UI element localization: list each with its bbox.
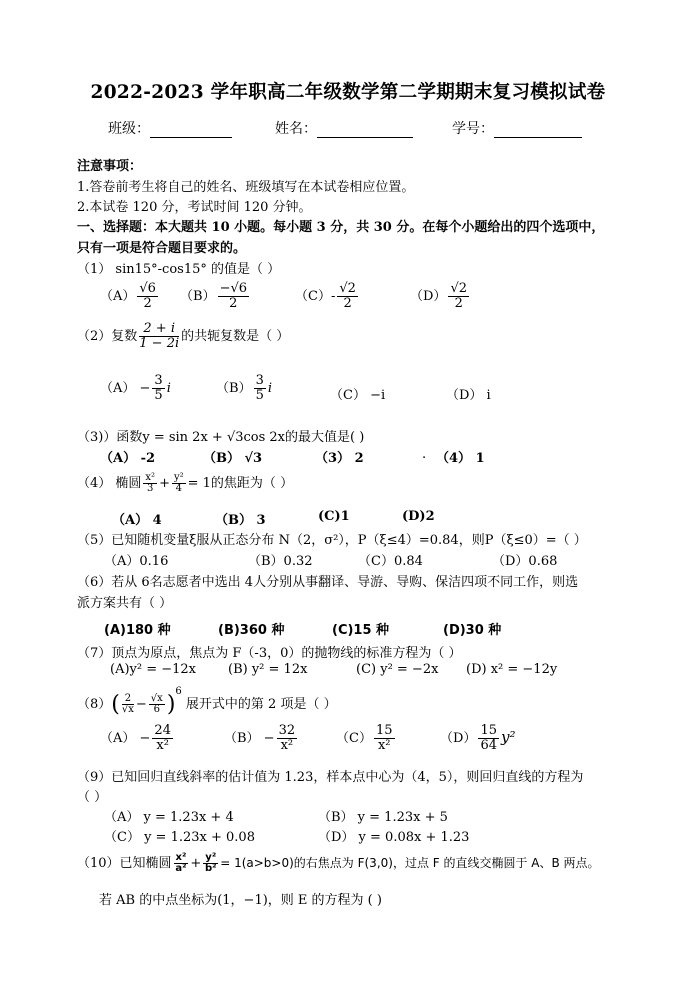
q2-option-c[interactable]: （C） −i	[330, 388, 386, 403]
q3-dot: .	[422, 447, 427, 462]
class-field[interactable]	[108, 118, 232, 138]
q8-option-d[interactable]: （D） $\frac{15}{64}$ y²	[440, 723, 516, 753]
q4-option-b[interactable]: （B） 3	[215, 513, 266, 528]
q2-option-d[interactable]: （D） i	[446, 388, 491, 403]
q10-stem-line-1: （10）已知椭圆 $\frac{\text{x²}}{\text{a²}}$ + $\frac{\text{y²}}{\text{b²}}$ = 1(a>b>0)的右焦点为 F(3,0)，过点 F 的直线交椭圆于 A、B 两点。	[77, 852, 600, 874]
q9-stem-line-1: （9）已知回归直线斜率的估计值为 1.23，样本点中心为（4，5），则回归直线的方程为	[77, 770, 584, 785]
q5-option-d[interactable]: （D）0.68	[492, 554, 558, 569]
q4-option-a[interactable]: （A） 4	[112, 513, 162, 528]
q1-option-c[interactable]: （C）- $\frac{√2}{2}$	[295, 281, 356, 311]
q8-option-c[interactable]: （C） $\frac{15}{\text{x²}}$	[336, 723, 393, 753]
q8-stem: （8）( $\frac{2}{√x}$ − $\frac{√x}{6}$ )$^6$ 展开式中的第 2 项是（ ）	[77, 686, 337, 717]
id-label: 学号：	[452, 121, 494, 137]
q4-option-c[interactable]: (C)1	[318, 509, 350, 524]
section-line-1: 一、选择题：本大题共 10 小题。每小题 3 分，共 30 分。在每个小题给出的四个选项中，	[77, 220, 605, 235]
q7-option-a[interactable]: (A)y² = −12x	[110, 662, 197, 677]
class-label: 班级：	[108, 121, 150, 137]
notes-line-2: 2.本试卷 120 分，考试时间 120 分钟。	[77, 200, 312, 215]
q5-option-a[interactable]: （A）0.16	[104, 554, 169, 569]
q7-option-b[interactable]: (B) y² = 12x	[228, 662, 308, 677]
q6-option-a[interactable]: (A)180 种	[104, 623, 171, 638]
q7-option-d[interactable]: (D) x² = −12y	[466, 662, 558, 677]
q5-option-c[interactable]: （C）0.84	[358, 554, 423, 569]
q9-option-d[interactable]: （D） y = 0.08x + 1.23	[318, 830, 470, 845]
notes-line-1: 1.答卷前考生将自己的姓名、班级填写在本试卷相应位置。	[77, 180, 415, 195]
q1-option-b[interactable]: （B） $\frac{-√6}{2}$	[180, 281, 248, 311]
class-blank[interactable]	[150, 121, 232, 138]
q6-option-d[interactable]: (D)30 种	[443, 623, 502, 638]
name-blank[interactable]	[317, 121, 413, 138]
q2-option-b[interactable]: （B） $\frac{3}{5}$ i	[216, 373, 273, 403]
q6-stem-line-2: 派方案共有（ ）	[77, 596, 173, 611]
section-line-2: 只有一项是符合题目要求的。	[77, 241, 247, 256]
q9-stem-line-2: （ ）	[77, 790, 108, 805]
q7-stem: （7）顶点为原点，焦点为 F（-3，0）的抛物线的标准方程为（ ）	[77, 646, 462, 661]
student-id-field[interactable]	[452, 118, 582, 138]
q5-stem: （5）已知随机变量ξ服从正态分布 N（2，σ²），P（ξ≤4）=0.84，则P（ξ≤0）=（ ）	[77, 533, 587, 548]
q2-stem: （2）复数 $\frac{2 + i}{1 - 2i}$ 的共轭复数是（ ）	[77, 321, 290, 351]
q3-option-d[interactable]: （4） 1	[436, 451, 485, 466]
q3-option-a[interactable]: （A） -2	[100, 451, 156, 466]
q7-option-c[interactable]: (C) y² = −2x	[356, 662, 439, 677]
q8-option-b[interactable]: （B） − $\frac{32}{\text{x²}}$	[224, 723, 296, 753]
q3-option-b[interactable]: （B） √3	[203, 451, 263, 466]
exam-title: 2022-2023 学年职高二年级数学第二学期期末复习模拟试卷	[90, 82, 606, 103]
name-field[interactable]	[275, 118, 413, 138]
q9-option-b[interactable]: （B） y = 1.23x + 5	[318, 810, 448, 825]
q4-option-d[interactable]: (D)2	[402, 509, 435, 524]
q5-option-b[interactable]: （B）0.32	[248, 554, 313, 569]
q3-option-c[interactable]: （3） 2	[315, 451, 364, 466]
q8-option-a[interactable]: （A） − $\frac{24}{\text{x²}}$	[100, 723, 171, 753]
q6-option-c[interactable]: (C)15 种	[332, 623, 390, 638]
q9-option-c[interactable]: （C） y = 1.23x + 0.08	[104, 830, 255, 845]
q9-option-a[interactable]: （A） y = 1.23x + 4	[104, 810, 234, 825]
q4-stem: （4） 椭圆 $\frac{\text{x²}}{3}$ + $\frac{\text{y²}}{4}$ = 1的焦距为（ ）	[77, 472, 294, 494]
q2-option-a[interactable]: （A） − $\frac{3}{5}$ i	[100, 373, 171, 403]
notes-heading: 注意事项：	[77, 159, 143, 174]
q3-stem: （3)）函数y = sin 2x + √3cos 2x的最大值是( )	[77, 430, 365, 445]
q6-option-b[interactable]: (B)360 种	[218, 623, 285, 638]
q6-stem-line-1: （6）若从 6名志愿者中选出 4人分别从事翻译、导游、导购、保洁四项不同工作，则选	[77, 575, 579, 590]
q1-option-d[interactable]: （D） $\frac{√2}{2}$	[410, 281, 467, 311]
id-blank[interactable]	[494, 121, 582, 138]
q1-stem: （1） sin15°-cos15° 的值是（ ）	[77, 262, 281, 277]
name-label: 姓名：	[275, 121, 317, 137]
q1-option-a[interactable]: （A） $\frac{√6}{2}$	[100, 281, 156, 311]
q10-stem-line-2: 若 AB 的中点坐标为(1，−1)，则 E 的方程为 ( )	[99, 893, 382, 908]
